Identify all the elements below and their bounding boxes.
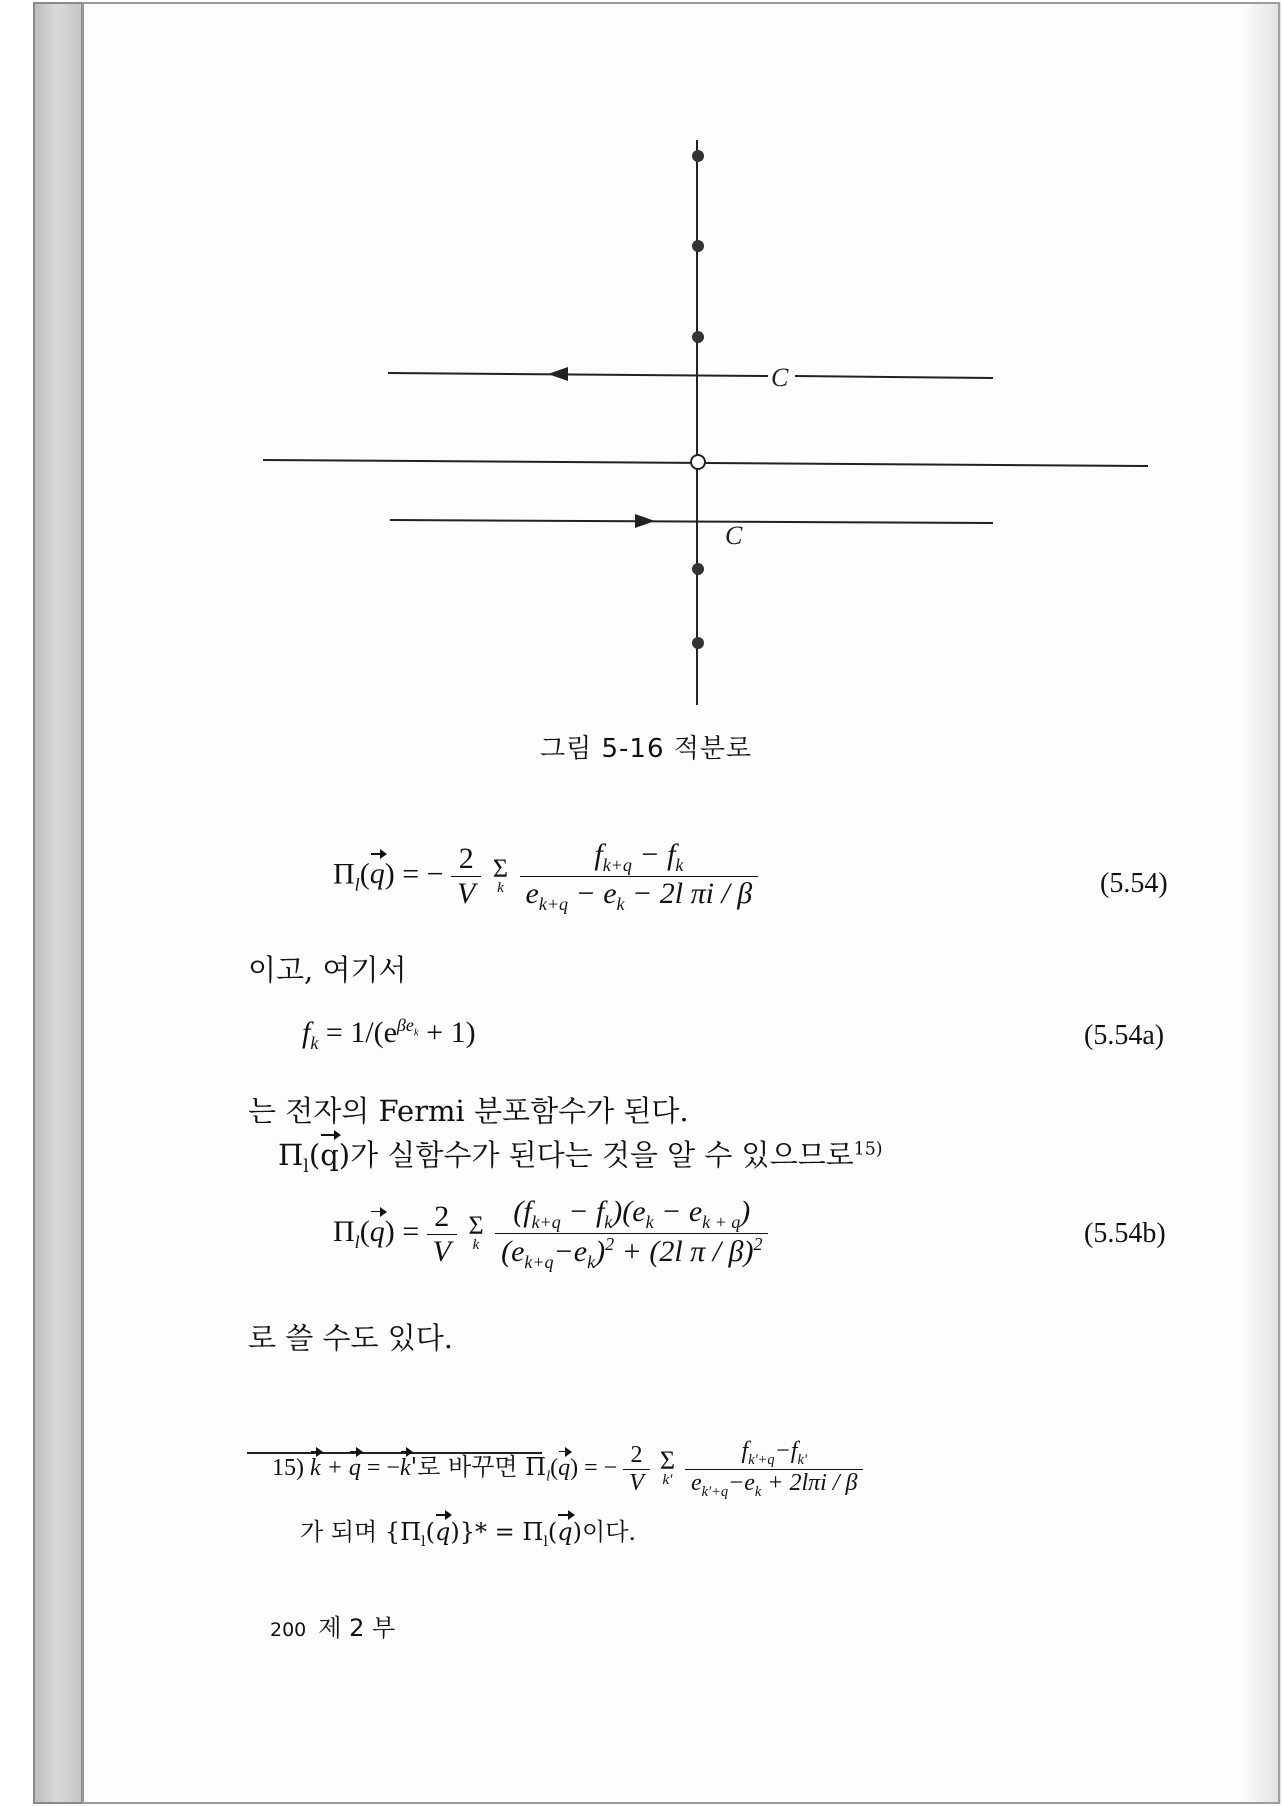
origin-hollow-point	[691, 455, 705, 469]
summation: Σ k	[492, 853, 508, 896]
lower-contour-label: C	[725, 521, 743, 550]
page-number: 200	[270, 1619, 307, 1641]
text-line-3: $\Pi_l(q)$가 실함수가 된다는 것을 알 수 있으므로$^{15)}$	[278, 1132, 883, 1177]
pole-point	[692, 637, 704, 649]
equation-5-54a: $f_k = 1/(e^{\beta e_k} + 1)$	[302, 1015, 476, 1053]
pole-point	[692, 331, 704, 343]
pole-point	[692, 150, 704, 162]
footnote-line-1: 15) k + q = −k'로 바꾸면 $\Pi_l(q)$ = − $\frac{2}{V}$ Σ k' $\frac{f_{k'+q}-f_{k'}}{e_{k'+q}-e_k + 2l\pi i / \beta}$	[272, 1438, 863, 1501]
coefficient-fraction: $\frac{2}{V}$	[427, 1200, 457, 1269]
equation-5-54b: $\Pi_l(q)$ = $\frac{2}{V}$ Σ k $\frac{(f_{k+q} - f_k)(e_k - e_{k + q})}{(e_{k+q}-e_k)^2 + (2l \pi / \beta)^2}$	[333, 1195, 768, 1273]
page-footer	[270, 1608, 395, 1643]
upper-contour-line-right	[795, 376, 993, 378]
main-fraction: $\frac{(f_{k+q} - f_k)(e_k - e_{k + q})}{(e_{k+q}-e_k)^2 + (2l \pi / \beta)^2}$	[495, 1195, 768, 1273]
figure-caption: 그림 5-16 적분로	[540, 734, 753, 764]
lower-contour-arrow	[635, 514, 655, 528]
book-spine	[33, 2, 83, 1804]
vector-q: q	[370, 851, 385, 891]
coefficient-fraction: $\frac{2}{V}$	[451, 842, 481, 911]
pole-point	[692, 240, 704, 252]
pole-point	[692, 563, 704, 575]
footnote-line-2: 가 되며 $\{\Pi_l(q)\}* = \Pi_l(q)$이다.	[300, 1512, 636, 1550]
equation-number-5-54: (5.54)	[1100, 868, 1168, 899]
text-line-4: 로 쓸 수도 있다.	[248, 1321, 453, 1355]
text-line-2: 는 전자의 Fermi 분포함수가 된다.	[248, 1094, 689, 1128]
equation-number-5-54b: (5.54b)	[1084, 1218, 1166, 1249]
lower-contour-line	[390, 520, 993, 523]
summation: Σ k	[468, 1211, 484, 1253]
part-label: 제 2 부	[318, 1614, 396, 1642]
main-fraction: $\frac{f_{k+q} - f_k}{e_{k+q} - e_k - 2l \pi i / \beta}$	[520, 838, 759, 915]
upper-contour-line	[388, 373, 768, 376]
page-edge-shadow	[1241, 2, 1281, 1804]
equation-5-54: $\Pi_l(q)$ = − $\frac{2}{V}$ Σ k $\frac{f_{k+q} - f_k}{e_{k+q} - e_k - 2l \pi i / \beta}$	[333, 838, 758, 915]
text-line-1: 이고, 여기서	[248, 953, 407, 987]
equation-number-5-54a: (5.54a)	[1084, 1020, 1165, 1051]
upper-contour-arrow	[548, 367, 568, 381]
upper-contour-label: C	[771, 363, 789, 392]
contour-figure	[250, 130, 1150, 710]
